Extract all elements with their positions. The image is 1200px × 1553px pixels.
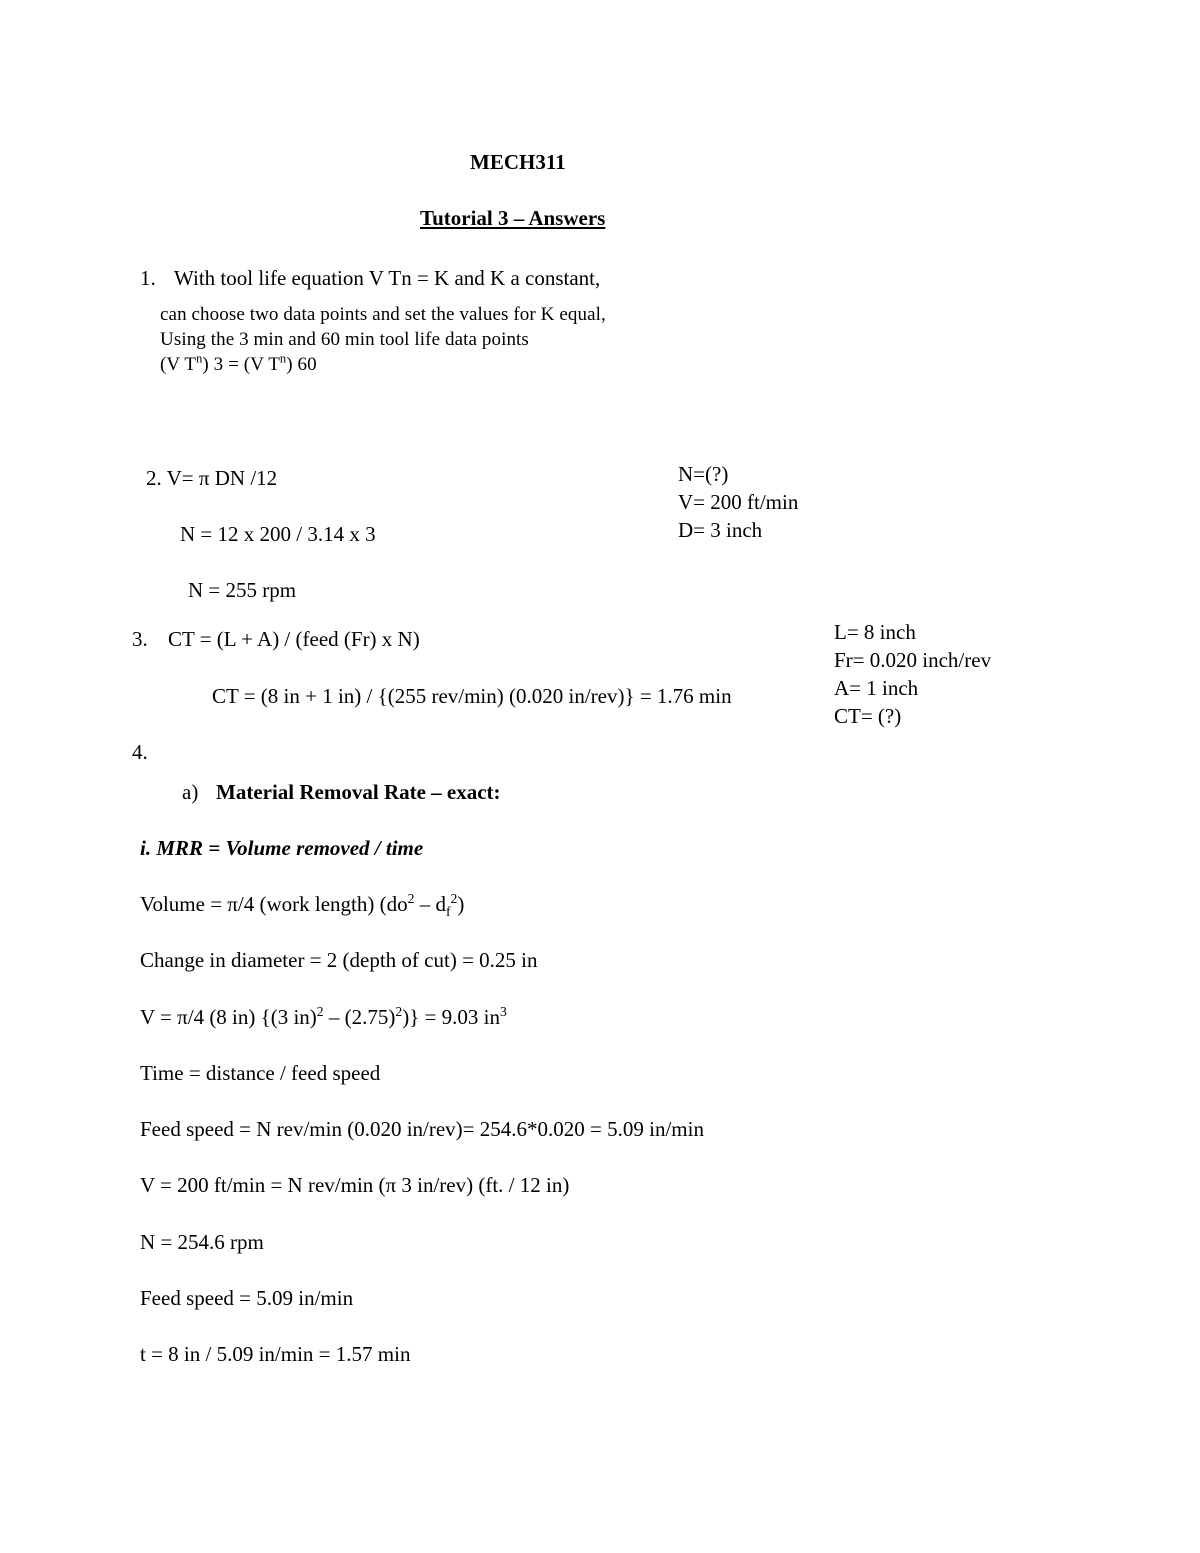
q4-part-a-title: Material Removal Rate – exact: — [216, 780, 501, 804]
q1-line4: (V $T^n$) 3 = (V $T^n$) 60 — [160, 351, 317, 375]
change-diameter: Change in diameter = 2 (depth of cut) = 0.25 in — [140, 948, 538, 972]
volume-value: V = π/4 (8 in) {(3 $in)^2 - (2.75)^2)\} = 9.03$ $in^3$ — [140, 1004, 507, 1029]
q3-eq1: CT = (L + A) / (feed (Fr) x N) — [168, 627, 420, 651]
mrr-heading: i. MRR = Volume removed / time — [140, 836, 424, 860]
q4-part-a-label: a) — [182, 780, 199, 804]
q2-eq1: 2. V= π DN /12 — [146, 466, 278, 490]
volume-formula: Volume = π/4 (work length) $(do^2 - d_f^2)$ — [140, 891, 465, 920]
q1-line2: can choose two data points and set the values for K equal, — [160, 304, 606, 325]
q3-given-l: L= 8 inch — [834, 620, 916, 644]
q3-eq2: CT = (8 in + 1 in) / {(255 rev/min) (0.020 in/rev)} = 1.76 min — [212, 684, 732, 708]
q2-eq2: N = 12 x 200 / 3.14 x 3 — [180, 522, 376, 546]
document-subtitle: Tutorial 3 – Answers — [420, 206, 606, 230]
q2-given-n: N=(?) — [678, 462, 729, 486]
q2-eq3: N = 255 rpm — [188, 578, 297, 602]
q1-line3: Using the 3 min and 60 min tool life data points — [160, 329, 529, 350]
velocity-relation: V = 200 ft/min = N rev/min (π 3 in/rev) (ft. / 12 in) — [140, 1173, 570, 1197]
q1-line1: With tool life equation V Tn = K and K a constant, — [174, 266, 601, 290]
feed-speed-calc: Feed speed = N rev/min (0.020 in/rev)= 254.6*0.020 = 5.09 in/min — [140, 1117, 704, 1141]
q3-given-fr: Fr= 0.020 inch/rev — [834, 648, 992, 672]
q3-given-a: A= 1 inch — [834, 676, 919, 700]
q2-given-d: D= 3 inch — [678, 518, 763, 542]
q1-number: 1. — [140, 266, 156, 290]
q2-given-v: V= 200 ft/min — [678, 490, 799, 514]
q3-number: 3. — [132, 627, 148, 651]
time-formula: Time = distance / feed speed — [140, 1061, 381, 1085]
document-title: MECH311 — [470, 150, 566, 174]
q3-given-ct: CT= (?) — [834, 704, 902, 728]
n-value: N = 254.6 rpm — [140, 1230, 264, 1254]
q4-number: 4. — [132, 740, 148, 764]
time-value: t = 8 in / 5.09 in/min = 1.57 min — [140, 1342, 411, 1366]
feed-speed-value: Feed speed = 5.09 in/min — [140, 1286, 354, 1310]
